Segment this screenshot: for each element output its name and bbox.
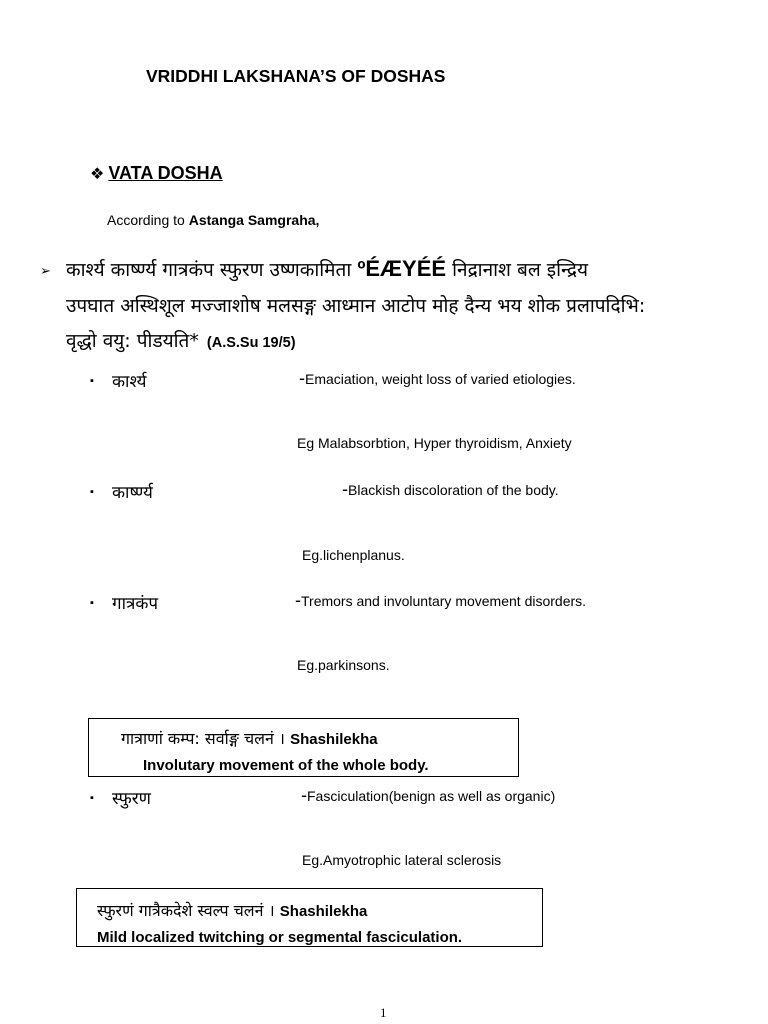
square-bullet-icon: ▪ xyxy=(90,597,94,609)
item-example: Eg.lichenplanus. xyxy=(302,547,405,563)
item-description: Tremors and involuntary movement disorders. xyxy=(301,593,587,609)
quote-box-sanskrit-line xyxy=(97,899,367,921)
verse-line-1 xyxy=(66,256,588,282)
quote-box-source: Shashilekha xyxy=(279,903,368,920)
quote-box xyxy=(76,888,543,947)
verse-line-2: उपघात अस्थिशूल मज्जाशोष मलसङ्ग आध्मान आटोप मोह दैन्य भय शोक प्रलापदिभि: xyxy=(66,295,646,317)
verse-line-1-part-b: निद्रानाश बल इन्द्रिय xyxy=(446,259,589,281)
item-description: Emaciation, weight loss of varied etiologies. xyxy=(305,371,576,387)
quote-box xyxy=(88,718,519,777)
item-description: Fasciculation(benign as well as organic) xyxy=(307,788,556,804)
page-title: VRIDDHI LAKSHANA’S OF DOSHAS xyxy=(146,66,446,86)
quote-box-meaning: Mild localized twitching or segmental fasciculation. xyxy=(97,929,463,946)
section-heading xyxy=(90,163,223,184)
item-dash: - xyxy=(301,785,307,805)
item-description-line xyxy=(301,785,555,806)
source-name: Astanga Samgraha, xyxy=(188,212,320,228)
square-bullet-icon: ▪ xyxy=(90,792,94,804)
item-description-line xyxy=(295,590,586,611)
item-dash: - xyxy=(342,479,348,499)
item-dash: - xyxy=(295,590,301,610)
item-example: Eg.Amyotrophic lateral sclerosis xyxy=(302,852,502,868)
diamond-bullet-icon: ❖ xyxy=(90,166,105,183)
item-term: कार्ष्ण्य xyxy=(112,483,153,503)
item-term: कार्श्य xyxy=(112,372,147,392)
page-number: 1 xyxy=(380,1005,387,1020)
verse-line-3-text: वृद्धो वयु: पीडयति* xyxy=(66,330,199,352)
square-bullet-icon: ▪ xyxy=(90,375,94,387)
item-term: गात्रकंप xyxy=(112,594,159,614)
section-heading-text: VATA DOSHA xyxy=(108,163,223,183)
quote-box-sanskrit-line xyxy=(121,727,378,749)
item-description: Blackish discoloration of the body. xyxy=(348,482,559,498)
source-line xyxy=(107,212,319,228)
quote-box-meaning: Involutary movement of the whole body. xyxy=(143,757,429,774)
verse-line-3 xyxy=(66,327,296,353)
verse-reference: (A.S.Su 19/5) xyxy=(206,335,296,351)
verse-line-1-part-a: कार्श्य कार्ष्ण्य गात्रकंप स्फुरण उष्णकामिता xyxy=(66,259,358,281)
item-description-line xyxy=(342,479,559,500)
arrow-bullet-icon: ➢ xyxy=(40,263,51,278)
verse-line-1-garbled: ºÉÆYÉÉ xyxy=(357,256,447,281)
quote-box-source: Shashilekha xyxy=(290,731,378,748)
square-bullet-icon: ▪ xyxy=(90,486,94,498)
quote-box-sanskrit: स्फुरणं गात्रैकदेशे स्वल्प चलनं । xyxy=(97,901,280,920)
item-term: स्फुरण xyxy=(112,789,151,809)
item-description-line xyxy=(299,368,576,389)
source-prefix: According to xyxy=(107,212,189,228)
quote-box-sanskrit: गात्राणां कम्प: सर्वाङ्ग चलनं । xyxy=(121,729,291,748)
item-example: Eg Malabsorbtion, Hyper thyroidism, Anxiety xyxy=(297,435,572,451)
item-dash: - xyxy=(299,368,305,388)
item-example: Eg.parkinsons. xyxy=(297,657,390,673)
